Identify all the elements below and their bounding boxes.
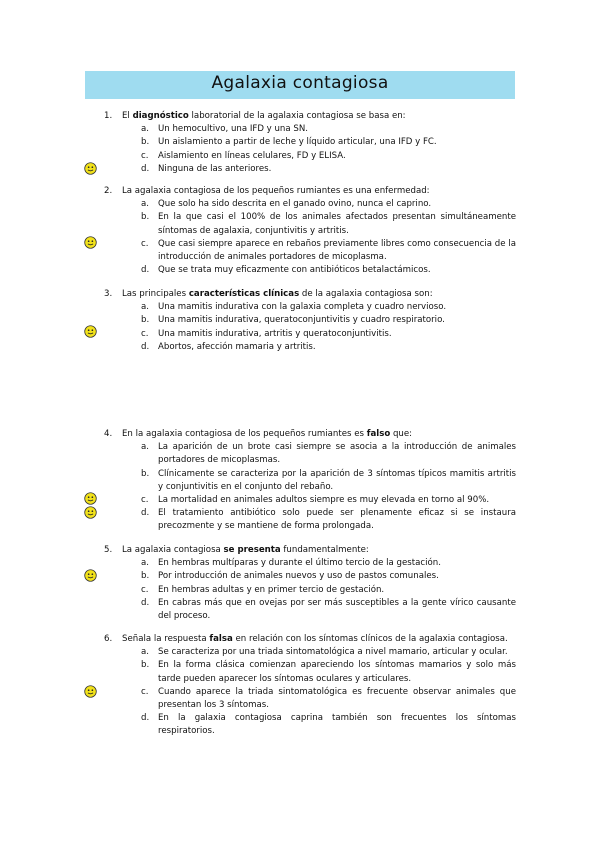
option-letter: a.	[141, 442, 149, 453]
option-letter: a.	[141, 302, 149, 313]
option-text: En la galaxia contagiosa caprina también son frecuentes los síntomas respiratorios.	[158, 713, 516, 737]
option-letter: b.	[141, 571, 150, 582]
stem-text: que:	[390, 429, 413, 439]
stem-text: Señala la respuesta	[122, 634, 210, 644]
answer-option[interactable]	[104, 150, 516, 163]
question-2	[104, 185, 516, 277]
question-3	[104, 288, 516, 354]
option-text: La aparición de un brote casi siempre se asocia a la introducción de animales portadores de micoplasmas.	[158, 442, 516, 466]
option-text: En cabras más que en ovejas por ser más susceptibles a la gente vírico causante del proceso.	[158, 597, 516, 622]
question-number: 5.	[104, 545, 113, 555]
stem-text: La agalaxia contagiosa de los pequeños rumiantes es una enfermedad:	[122, 186, 430, 196]
option-letter: d.	[141, 265, 150, 276]
smiley-face-icon	[84, 569, 97, 582]
option-letter: d.	[141, 341, 150, 352]
option-letter: a.	[141, 647, 149, 658]
option-text: Que se trata muy eficazmente con antibióticos betalactámicos.	[158, 265, 431, 276]
smiley-face-icon	[84, 162, 97, 175]
answer-option[interactable]	[104, 659, 516, 685]
question-4	[104, 428, 516, 534]
option-text: Clínicamente se caracteriza por la aparición de 3 síntomas típicos mamitis artritis y conjuntivitis en el conjunto del rebaño.	[158, 468, 516, 492]
option-letter: d.	[141, 163, 150, 174]
question-5	[104, 544, 516, 623]
option-letter: b.	[141, 137, 150, 148]
stem-text: La agalaxia contagiosa	[122, 545, 224, 555]
stem-text: El	[122, 111, 133, 121]
answer-option[interactable]	[104, 441, 516, 467]
answer-option[interactable]	[104, 494, 516, 507]
option-text: La mortalidad en animales adultos siempre es muy elevada en torno al 90%.	[158, 495, 490, 506]
option-letter: a.	[141, 199, 149, 210]
stem-bold: falso	[366, 429, 391, 439]
option-text: Que casi siempre aparece en rebaños previamente libres como consecuencia de la introducción de animales portadores de micoplasma.	[158, 238, 516, 263]
stem-text: laboratorial de la agalaxia contagiosa se basa en:	[188, 111, 406, 121]
option-letter: b.	[141, 212, 150, 223]
option-text: Una mamitis indurativa, queratoconjuntivitis y cuadro respiratorio.	[158, 315, 445, 326]
option-text: El tratamiento antibiótico solo puede ser plenamente eficaz si se instaura precozmente y se mantiene de forma prolongada.	[158, 508, 516, 532]
option-letter: c.	[141, 584, 149, 595]
option-letter: d.	[141, 508, 150, 519]
option-text: Aislamiento en líneas celulares, FD y ELISA.	[158, 150, 346, 161]
answer-option[interactable]	[104, 163, 516, 176]
answer-option[interactable]	[104, 238, 516, 264]
answer-option[interactable]	[104, 712, 516, 738]
option-text: Un hemocultivo, una IFD y una SN.	[158, 124, 308, 135]
option-text: En la forma clásica comienzan apareciendo los síntomas mamarios y solo más tarde pueden aparecer los síntomas oculares y articulares.	[158, 660, 516, 684]
answer-option[interactable]	[104, 570, 516, 583]
answer-option[interactable]	[104, 468, 516, 494]
option-letter: c.	[141, 328, 149, 339]
question-stem	[104, 185, 516, 198]
answer-option[interactable]	[104, 646, 516, 659]
question-stem	[104, 288, 516, 301]
answer-option[interactable]	[104, 136, 516, 149]
title-bar	[85, 71, 515, 99]
stem-text: En la agalaxia contagiosa de los pequeños rumiantes es	[122, 429, 367, 439]
question-number: 2.	[104, 186, 113, 196]
answer-option[interactable]	[104, 597, 516, 623]
answer-option[interactable]	[104, 584, 516, 597]
question-1	[104, 110, 516, 176]
answer-option[interactable]	[104, 507, 516, 533]
option-letter: b.	[141, 660, 150, 671]
option-text: En la que casi el 100% de los animales afectados presentan simultáneamente síntomas de agalaxia, conjuntivitis y artritis.	[158, 212, 516, 236]
option-letter: b.	[141, 468, 150, 479]
question-number: 3.	[104, 289, 113, 299]
smiley-face-icon	[84, 325, 97, 338]
answer-option[interactable]	[104, 341, 516, 354]
question-6	[104, 633, 516, 739]
stem-text: fundamentalmente:	[280, 545, 369, 555]
answer-option[interactable]	[104, 198, 516, 211]
stem-bold: falsa	[209, 634, 233, 644]
option-letter: c.	[141, 495, 149, 506]
option-letter: a.	[141, 124, 149, 135]
stem-text: de la agalaxia contagiosa son:	[299, 289, 433, 299]
answer-option[interactable]	[104, 686, 516, 712]
option-text: Ninguna de las anteriores.	[158, 163, 272, 174]
smiley-face-icon	[84, 236, 97, 249]
option-text: Una mamitis indurativa, artritis y queratoconjuntivitis.	[158, 328, 392, 339]
option-text: En hembras multíparas y durante el último tercio de la gestación.	[158, 558, 441, 569]
question-number: 4.	[104, 429, 113, 439]
option-text: Una mamitis indurativa con la galaxia completa y cuadro nervioso.	[158, 302, 447, 313]
option-text: En hembras adultas y en primer tercio de gestación.	[158, 584, 385, 595]
stem-text: en relación con los síntomas clínicos de la agalaxia contagiosa.	[232, 634, 508, 644]
stem-bold: se presenta	[223, 545, 281, 555]
answer-option[interactable]	[104, 314, 516, 327]
answer-option[interactable]	[104, 211, 516, 237]
option-letter: d.	[141, 597, 150, 608]
answer-option[interactable]	[104, 328, 516, 341]
answer-option[interactable]	[104, 301, 516, 314]
question-stem	[104, 428, 516, 441]
option-letter: c.	[141, 238, 149, 249]
option-text: Un aislamiento a partir de leche y líquido articular, una IFD y FC.	[158, 137, 437, 148]
option-text: Por introducción de animales nuevos y uso de pastos comunales.	[158, 571, 439, 582]
page-title: Agalaxia contagiosa	[211, 73, 389, 93]
option-letter: d.	[141, 713, 150, 724]
answer-option[interactable]	[104, 264, 516, 277]
smiley-face-icon	[84, 685, 97, 698]
question-stem	[104, 110, 516, 123]
answer-option[interactable]	[104, 123, 516, 136]
stem-bold: características clínicas	[188, 289, 300, 299]
question-stem	[104, 633, 516, 646]
smiley-face-icon	[84, 492, 97, 505]
answer-option[interactable]	[104, 557, 516, 570]
option-text: Que solo ha sido descrita en el ganado ovino, nunca el caprino.	[158, 199, 432, 210]
option-letter: c.	[141, 150, 149, 161]
option-letter: b.	[141, 315, 150, 326]
question-number: 1.	[104, 111, 113, 121]
question-number: 6.	[104, 634, 113, 644]
option-text: Cuando aparece la triada sintomatológica es frecuente observar animales que presentan los 3 síntomas.	[158, 686, 516, 711]
stem-text: Las principales	[122, 289, 189, 299]
option-text: Se caracteriza por una triada sintomatológica a nivel mamario, articular y ocular.	[158, 647, 508, 658]
option-letter: a.	[141, 558, 149, 569]
smiley-face-icon	[84, 506, 97, 519]
option-text: Abortos, afección mamaria y artritis.	[158, 341, 316, 352]
option-letter: c.	[141, 686, 149, 697]
question-stem	[104, 544, 516, 557]
stem-bold: diagnóstico	[132, 111, 189, 121]
